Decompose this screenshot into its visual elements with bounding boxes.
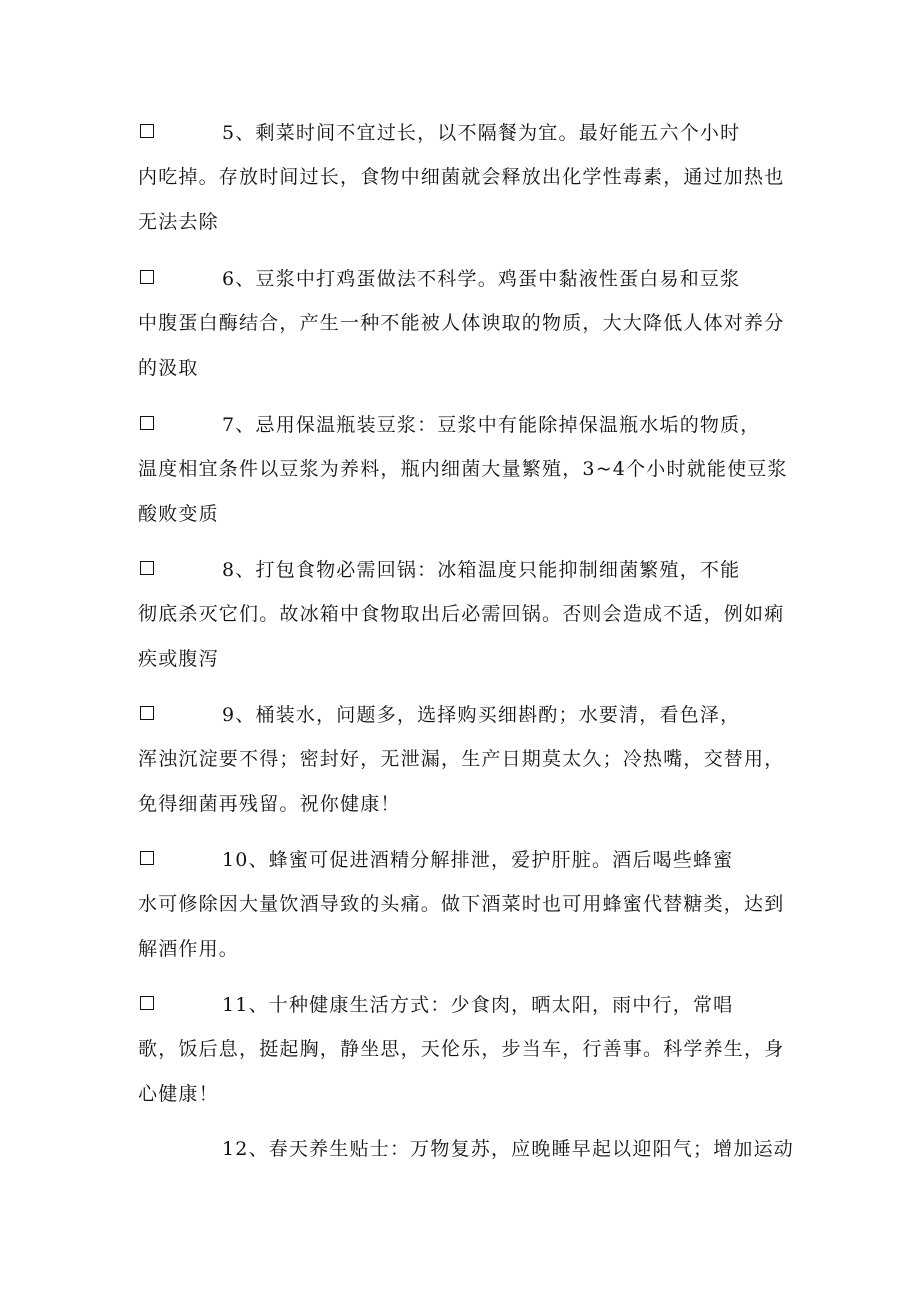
tip-line-3: 的汲取 — [138, 357, 199, 379]
tip-line-3: 免得细菌再残留。祝你健康！ — [138, 793, 401, 815]
tip-line-1: 9、桶装水，问题多，选择购买细斟酌；水要清，看色泽， — [222, 704, 741, 726]
tip-line-3: 解酒作用。 — [138, 938, 240, 960]
tip-line-1: 11、十种健康生活方式：少食肉，晒太阳，雨中行，常唱 — [222, 994, 734, 1016]
checkbox-icon — [140, 706, 154, 720]
tip-line-1: 8、打包食物必需回锅：冰箱温度只能抑制细菌繁殖，不能 — [222, 559, 741, 581]
tip-line-3: 疾或腹泻 — [138, 648, 219, 670]
tip-line-2: 内吃掉。存放时间过长，食物中细菌就会释放出化学性毒素，通过加热也 — [138, 166, 785, 188]
checkbox-icon — [140, 851, 154, 865]
tip-line-3: 无法去除 — [138, 211, 219, 233]
tip-line-1: 5、剩菜时间不宜过长，以不隔餐为宜。最好能五六个小时 — [222, 122, 741, 144]
tip-line-2: 浑浊沉淀要不得；密封好，无泄漏，生产日期莫太久；冷热嘴，交替用， — [138, 748, 785, 770]
tip-line-2: 中腹蛋白酶结合，产生一种不能被人体谀取的物质，大大降低人体对养分 — [138, 312, 785, 334]
tip-line-1: 12、春天养生贴士：万物复苏，应晚睡早起以迎阳气；增加运动 — [222, 1138, 794, 1160]
checkbox-icon — [140, 124, 154, 138]
tip-line-2: 彻底杀灭它们。故冰箱中食物取出后必需回锅。否则会造成不适，例如痢 — [138, 603, 785, 625]
tip-line-2: 温度相宜条件以豆浆为养料，瓶内细菌大量繁殖，3~4个小时就能使豆浆 — [138, 458, 788, 480]
checkbox-icon — [140, 996, 154, 1010]
checkbox-icon — [140, 561, 154, 575]
tip-line-1: 7、忌用保温瓶装豆浆：豆浆中有能除掉保温瓶水垢的物质， — [222, 414, 761, 436]
tip-line-1: 10、蜂蜜可促进酒精分解排泄，爱护肝脏。酒后喝些蜂蜜 — [222, 849, 734, 871]
tip-line-3: 心健康！ — [138, 1083, 219, 1105]
tip-line-2: 水可修除因大量饮酒导致的头痛。做下酒菜时也可用蜂蜜代替糖类，达到 — [138, 893, 785, 915]
tip-line-2: 歌，饭后息，挺起胸，静坐思，天伦乐，步当车，行善事。科学养生，身 — [138, 1038, 785, 1060]
tip-line-1: 6、豆浆中打鸡蛋做法不科学。鸡蛋中黏液性蛋白易和豆浆 — [222, 268, 741, 290]
tip-line-3: 酸败变质 — [138, 503, 219, 525]
checkbox-icon — [140, 416, 154, 430]
checkbox-icon — [140, 270, 154, 284]
